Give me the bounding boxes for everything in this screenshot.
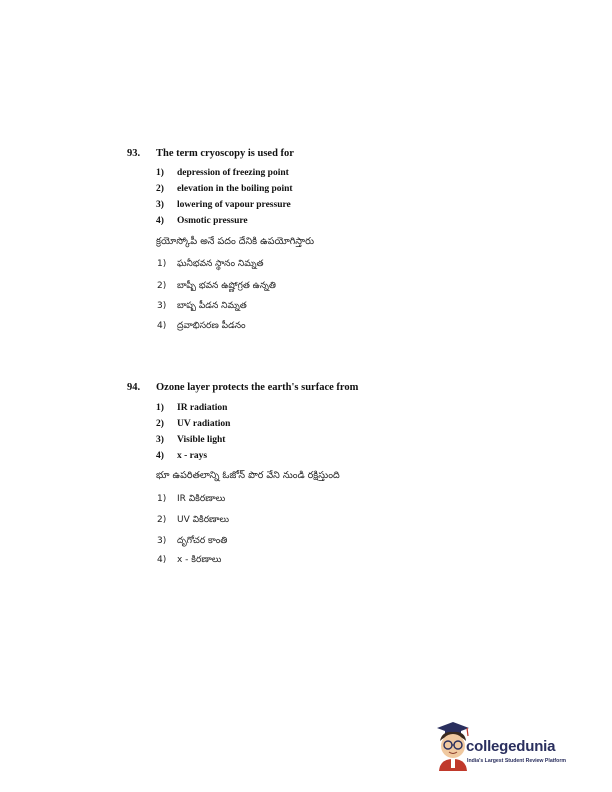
option-text: దృగోచర కాంతి: [177, 536, 228, 546]
question-text: The term cryoscopy is used for: [156, 148, 294, 159]
option-text: Osmotic pressure: [177, 216, 248, 226]
option-text: Visible light: [177, 435, 226, 445]
option-number: 2): [157, 515, 167, 525]
option-number: 2): [156, 184, 164, 194]
option-text: x - కిరణాలు: [177, 555, 222, 565]
option-number: 4): [156, 451, 164, 461]
option-text: UV radiation: [177, 419, 231, 429]
option-number: 1): [157, 494, 167, 504]
question-number: 94.: [127, 382, 141, 393]
option-number: 1): [156, 403, 164, 413]
option-text: x - rays: [177, 451, 208, 461]
option-number: 4): [157, 555, 167, 565]
option-number: 2): [156, 419, 164, 429]
option-text: IR వికిరణాలు: [177, 494, 226, 504]
option-text: ఘనీభవన స్థానం నిమ్నత: [177, 259, 264, 269]
option-text: depression of freezing point: [177, 168, 289, 178]
option-number: 2): [157, 281, 167, 291]
brand-tagline: India's Largest Student Review Platform: [467, 758, 566, 764]
option-number: 3): [156, 435, 164, 445]
option-number: 1): [156, 168, 164, 178]
option-number: 3): [157, 301, 167, 311]
option-text: IR radiation: [177, 403, 228, 413]
option-number: 3): [157, 536, 167, 546]
option-text: బాష్పీ భవన ఉష్ణోగ్రత ఉన్నతి: [177, 281, 276, 291]
option-text: బాష్ప పీడన నిమ్నత: [177, 301, 247, 311]
option-text: ద్రవాభిసరణ పీడనం: [177, 321, 246, 331]
telugu-question-text: భూ ఉపరితలాన్ని ఓజోన్ పొర వేని నుండి రక్షిస్తుంది: [156, 470, 340, 481]
question-text: Ozone layer protects the earth's surface from: [156, 382, 359, 393]
option-text: elevation in the boiling point: [177, 184, 293, 194]
telugu-question-text: క్రయోస్కోపీ అనే పదం దేనికి ఉపయోగిస్తారు: [156, 236, 314, 247]
option-text: lowering of vapour pressure: [177, 200, 291, 210]
option-number: 4): [156, 216, 164, 226]
option-number: 4): [157, 321, 167, 331]
option-number: 3): [156, 200, 164, 210]
option-text: UV వికిరణాలు: [177, 515, 230, 525]
brand-name: collegedunia: [466, 738, 556, 755]
option-number: 1): [157, 259, 167, 269]
question-number: 93.: [127, 148, 141, 159]
